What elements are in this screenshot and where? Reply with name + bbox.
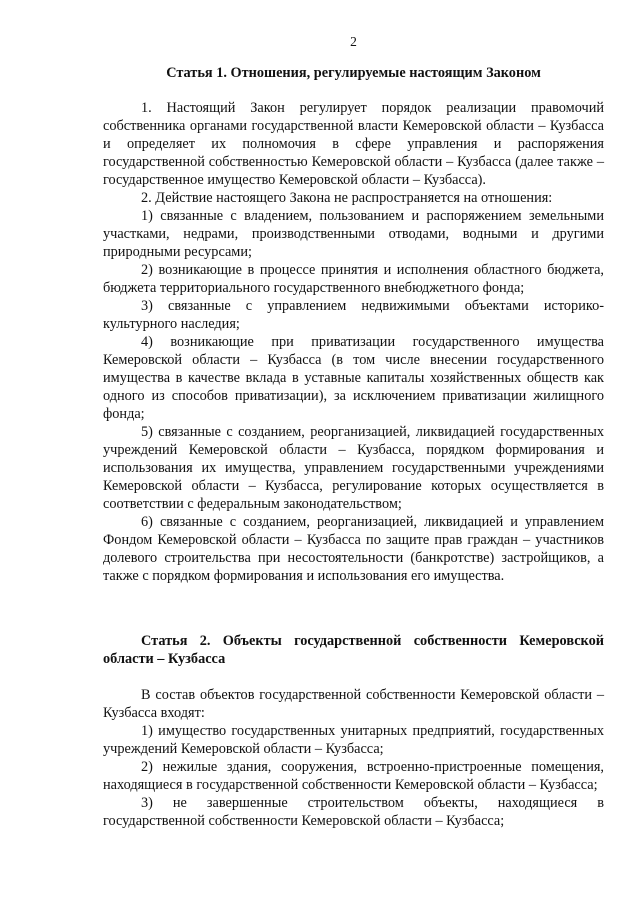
article-2-item-3: 3) не завершенные строительством объекты, находящиеся в государственной собственности Кемеровской области – Кузбасса;: [103, 795, 604, 829]
page-number: 2: [350, 34, 357, 49]
article-1-item-3: 3) связанные с управлением недвижимыми объектами историко-культурного наследия;: [103, 298, 604, 332]
article-2-title: Статья 2. Объекты государственной собственности Кемеровской области – Кузбасса: [103, 633, 604, 667]
article-1-body: [103, 99, 604, 585]
article-1-paragraph-2: 2. Действие настоящего Закона не распространяется на отношения:: [141, 190, 553, 206]
article-1-item-2: 2) возникающие в процессе принятия и исполнения областного бюджета, бюджета территориального государственного внебюджетного фонда;: [103, 262, 604, 296]
article-2-item-2: 2) нежилые здания, сооружения, встроенно-пристроенные помещения, находящиеся в государственной собственности Кемеровской области – Кузбасса;: [103, 759, 604, 793]
article-2-body: [103, 686, 604, 830]
article-1-item-6: 6) связанные с созданием, реорганизацией, ликвидацией и управлением Фондом Кемеровской области – Кузбасса по защите прав граждан – участников долевого строительства при несостоятельности (банкротстве) застройщиков, а также с порядком формирования и использования его имущества.: [103, 514, 604, 584]
article-1-item-1: 1) связанные с владением, пользованием и распоряжением земельными участками, недрами, производственными отводами, водными и другими природными ресурсами;: [103, 208, 604, 260]
article-1-paragraph-1: 1. Настоящий Закон регулирует порядок реализации правомочий собственника органами государственной власти Кемеровской области – Кузбасса и определяет их полномочия в сфере управления и распоряжения государственной собственностью Кемеровской области – Кузбасса (далее также – государственное имущество Кемеровской области – Кузбасса).: [103, 100, 604, 188]
article-1-item-4: 4) возникающие при приватизации государственного имущества Кемеровской области – Кузбасса (в том числе внесении государственного имущества в качестве вклада в уставные капиталы хозяйственных обществ как одного из способов приватизации), за исключением приватизации жилищного фонда;: [103, 334, 604, 422]
article-2-intro: В состав объектов государственной собственности Кемеровской области – Кузбасса входят:: [103, 687, 604, 721]
article-2-item-1: 1) имущество государственных унитарных предприятий, государственных учреждений Кемеровской области – Кузбасса;: [103, 723, 604, 757]
article-1-item-5: 5) связанные с созданием, реорганизацией, ликвидацией государственных учреждений Кемеровской области – Кузбасса, порядком формирования и использования их имущества, управлением государственными учреждениями Кемеровской области – Кузбасса, регулирование которых осуществляется в соответствии с федеральным законодательством;: [103, 424, 604, 512]
article-1-title: Статья 1. Отношения, регулируемые настоящим Законом: [166, 65, 541, 81]
